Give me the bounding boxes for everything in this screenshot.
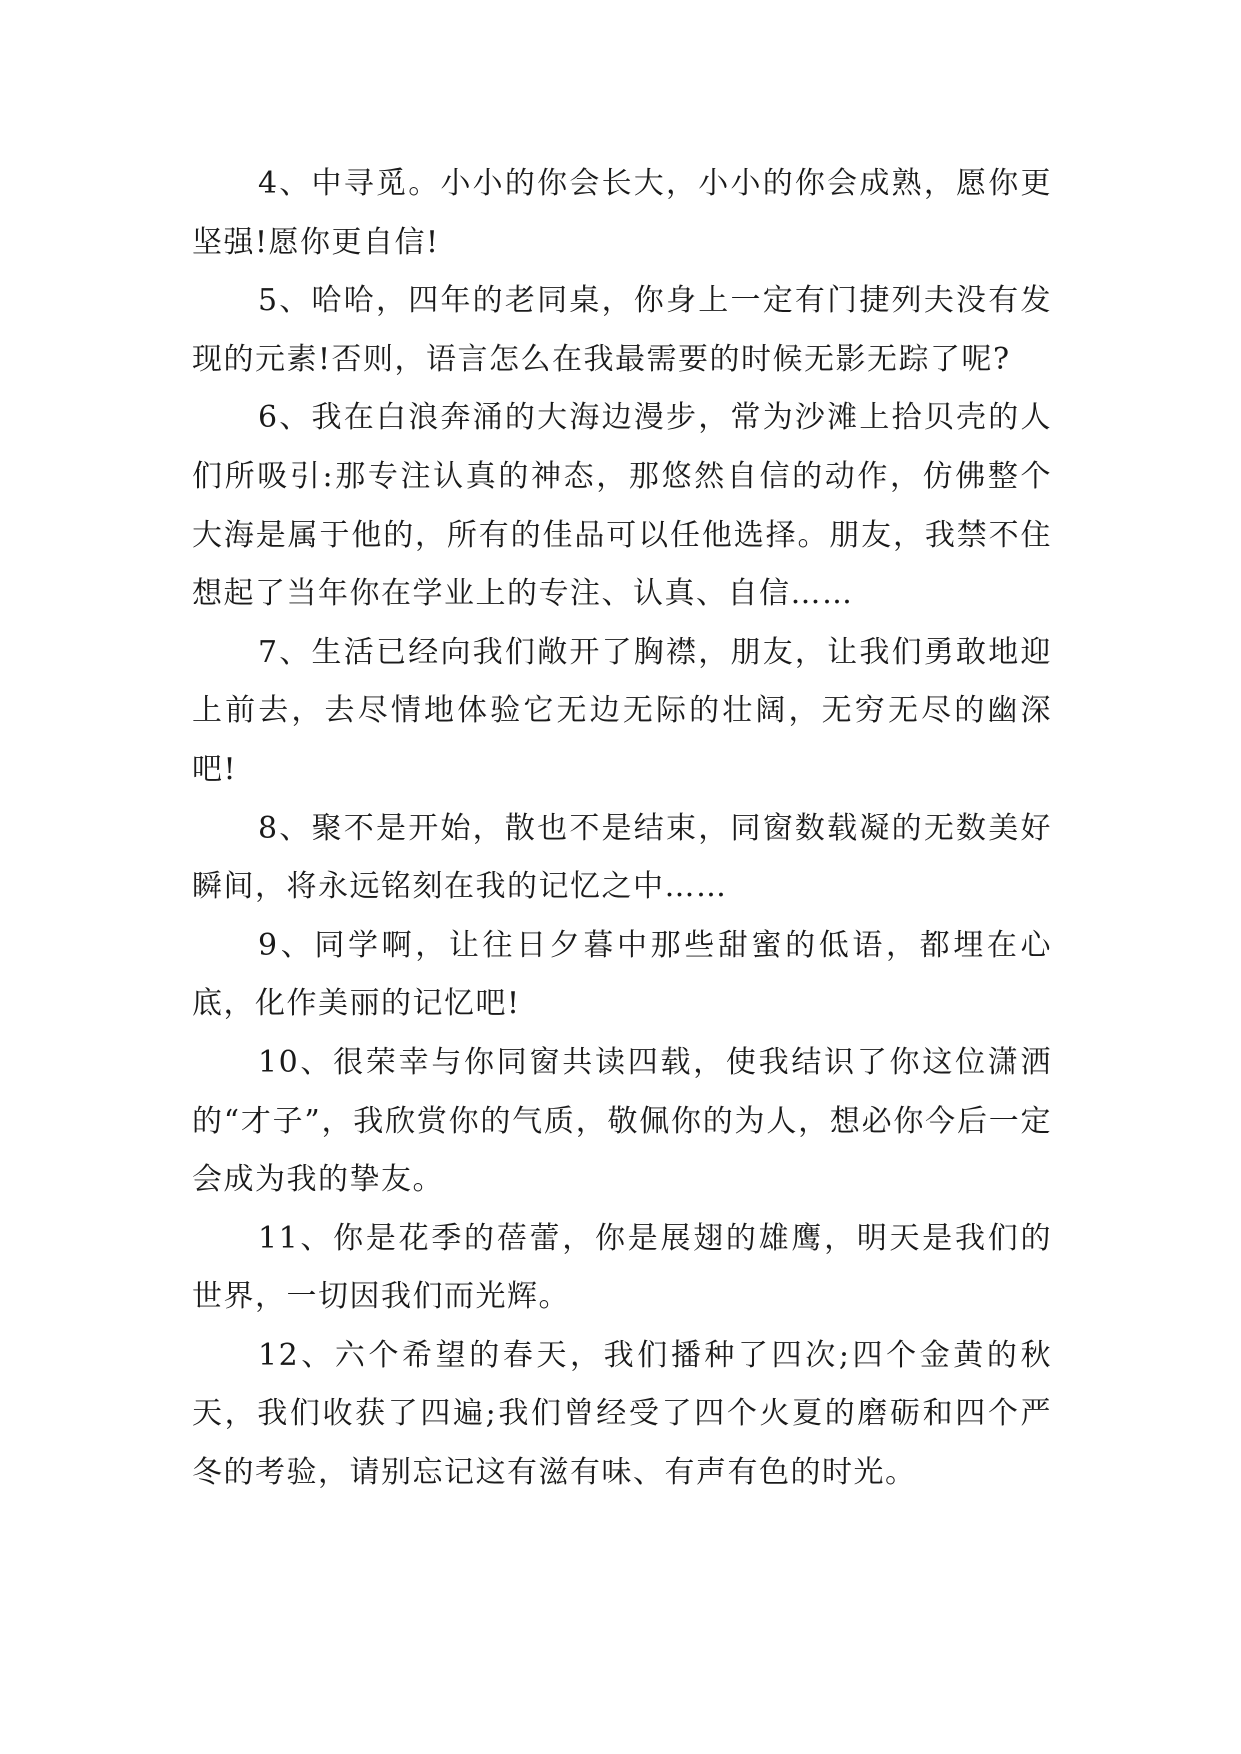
paragraph-4: 4、中寻觅。小小的你会长大，小小的你会成熟，愿你更坚强!愿你更自信! xyxy=(192,166,1052,260)
document-body xyxy=(192,155,1052,1503)
paragraph-5: 5、哈哈，四年的老同桌，你身上一定有门捷列夫没有发现的元素!否则，语言怎么在我最需要的时候无影无踪了呢? xyxy=(192,283,1052,377)
paragraph-8: 8、聚不是开始，散也不是结束，同窗数载凝的无数美好瞬间，将永远铭刻在我的记忆之中…… xyxy=(192,810,1052,905)
paragraph-6: 6、我在白浪奔涌的大海边漫步，常为沙滩上拾贝壳的人们所吸引:那专注认真的神态，那悠然自信的动作，仿佛整个大海是属于他的，所有的佳品可以任他选择。朋友，我禁不住想起了当年你在学业上的专注、认真、自信…… xyxy=(192,400,1052,612)
paragraph-11: 11、你是花季的蓓蕾，你是展翅的雄鹰，明天是我们的世界，一切因我们而光辉。 xyxy=(192,1220,1052,1315)
paragraph-9: 9、同学啊，让往日夕暮中那些甜蜜的低语，都埋在心底，化作美丽的记忆吧! xyxy=(192,927,1052,1022)
paragraph-7: 7、生活已经向我们敞开了胸襟，朋友，让我们勇敢地迎上前去，去尽情地体验它无边无际的壮阔，无穷无尽的幽深吧! xyxy=(192,634,1052,787)
paragraph-10: 10、很荣幸与你同窗共读四载，使我结识了你这位潇洒的“才子”，我欣赏你的气质，敬佩你的为人，想必你今后一定会成为我的挚友。 xyxy=(192,1044,1052,1198)
paragraph-12: 12、六个希望的春天，我们播种了四次;四个金黄的秋天，我们收获了四遍;我们曾经受了四个火夏的磨砺和四个严冬的考验，请别忘记这有滋有味、有声有色的时光。 xyxy=(192,1337,1052,1491)
